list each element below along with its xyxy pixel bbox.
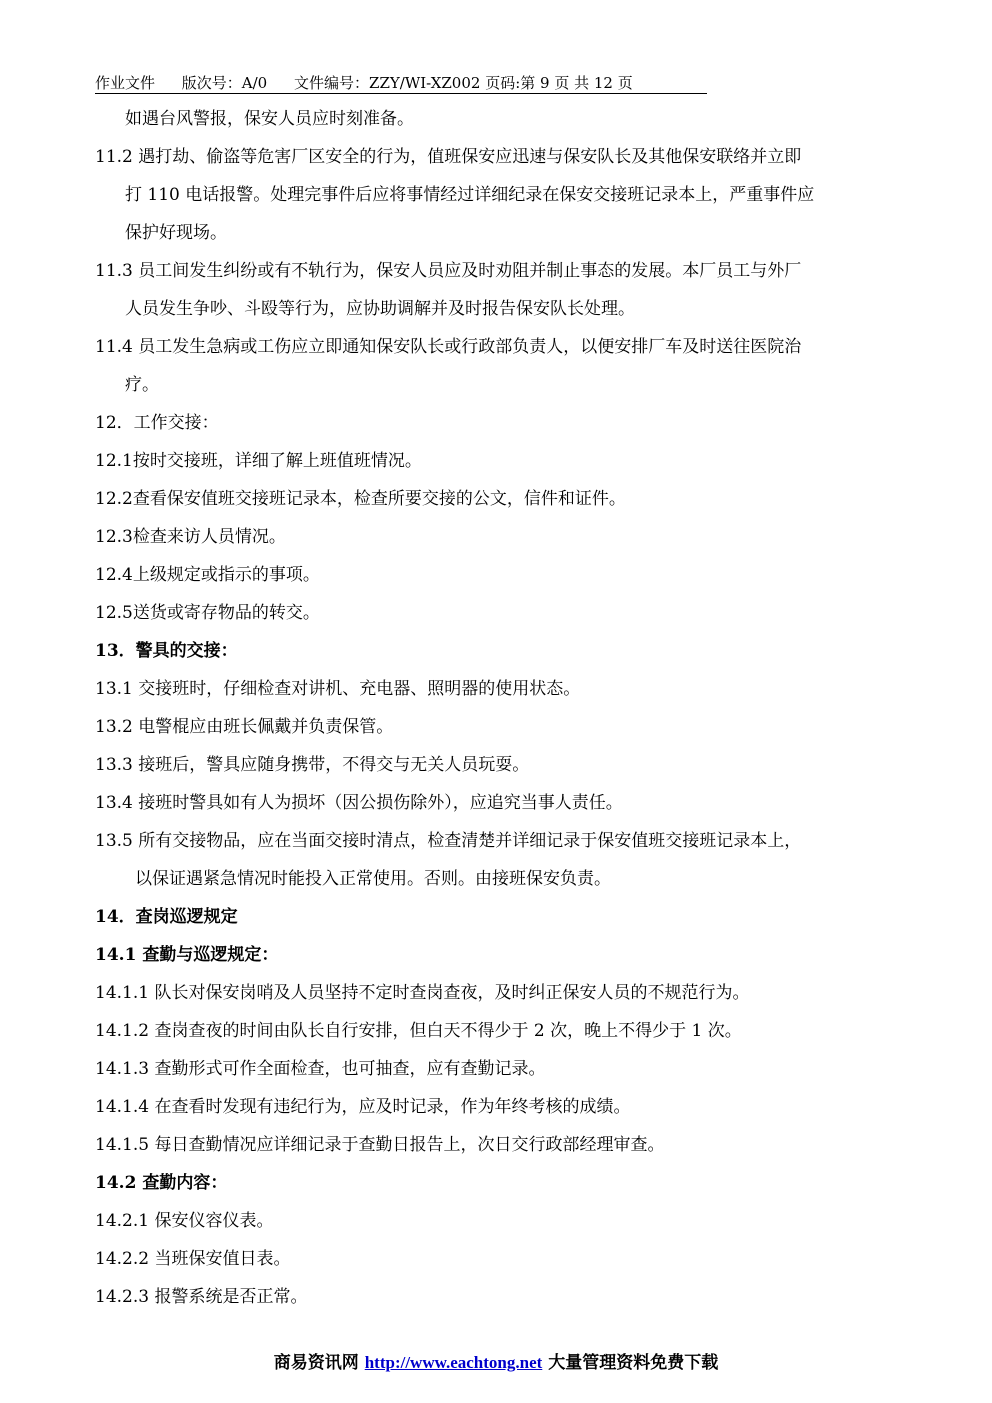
text-line: 13．警具的交接：	[95, 641, 238, 661]
text-line: 11.2 遇打劫、偷盗等危害厂区安全的行为，值班保安应迅速与保安队长及其他保安联络并立即	[95, 147, 802, 167]
text-line: 13.1 交接班时，仔细检查对讲机、充电器、照明器的使用状态。	[95, 679, 581, 699]
page-header	[95, 72, 895, 94]
text-line: 14.2.1 保安仪容仪表。	[95, 1211, 274, 1231]
footer-site-name: 商易资讯网	[273, 1353, 359, 1373]
text-line: 疗。	[125, 375, 159, 395]
text-line: 12.4上级规定或指示的事项。	[95, 565, 320, 585]
text-line: 13.3 接班后，警具应随身携带，不得交与无关人员玩耍。	[95, 755, 530, 775]
text-line: 12.2查看保安值班交接班记录本，检查所要交接的公文，信件和证件。	[95, 489, 626, 509]
header-doc-type: 作业文件	[95, 74, 156, 92]
header-doc-no: 文件编号：ZZY/WI-XZ002	[294, 74, 481, 92]
text-line: 如遇台风警报，保安人员应时刻准备。	[125, 109, 414, 129]
footer-slogan: 大量管理资料免费下载	[548, 1353, 719, 1373]
text-line: 14.2 查勤内容：	[95, 1173, 228, 1193]
text-line: 11.4 员工发生急病或工伤应立即通知保安队长或行政部负责人，以便安排厂车及时送往医院治	[95, 337, 802, 357]
text-line: 13.4 接班时警具如有人为损坏（因公损伤除外），应追究当事人责任。	[95, 793, 623, 813]
text-line: 14.1.2 查岗查夜的时间由队长自行安排，但白天不得少于 2 次，晚上不得少于 1 次。	[95, 1021, 742, 1041]
text-line: 14.2.2 当班保安值日表。	[95, 1249, 291, 1269]
text-line: 12.5送货或寄存物品的转交。	[95, 603, 320, 623]
document-body	[95, 100, 925, 1316]
text-line: 14.1 查勤与巡逻规定：	[95, 945, 279, 965]
text-line: 人员发生争吵、斗殴等行为，应协助调解并及时报告保安队长处理。	[125, 299, 635, 319]
text-line: 14.2.3 报警系统是否正常。	[95, 1287, 308, 1307]
text-line: 打 110 电话报警。处理完事件后应将事情经过详细纪录在保安交接班记录本上，严重事件应	[125, 185, 815, 205]
text-line: 14.1.4 在查看时发现有违纪行为，应及时记录，作为年终考核的成绩。	[95, 1097, 631, 1117]
text-line: 12.3检查来访人员情况。	[95, 527, 286, 547]
page-footer	[0, 1352, 992, 1374]
header-page-number: 页码:第 9 页 共 12 页	[485, 74, 633, 92]
text-line: 以保证遇紧急情况时能投入正常使用。否则。由接班保安负责。	[135, 869, 611, 889]
text-line: 13.2 电警棍应由班长佩戴并负责保管。	[95, 717, 394, 737]
header-version: 版次号：A/0	[181, 74, 268, 92]
footer-url-link[interactable]: http://www.eachtong.net	[364, 1353, 543, 1372]
text-line: 11.3 员工间发生纠纷或有不轨行为，保安人员应及时劝阻并制止事态的发展。本厂员工与外厂	[95, 261, 802, 281]
header-divider	[95, 93, 707, 94]
text-line: 14．查岗巡逻规定	[95, 907, 238, 927]
text-line: 14.1.1 队长对保安岗哨及人员坚持不定时查岗查夜，及时纠正保安人员的不规范行为。	[95, 983, 750, 1003]
text-line: 12.1按时交接班，详细了解上班值班情况。	[95, 451, 422, 471]
text-line: 保护好现场。	[125, 223, 227, 243]
text-line: 14.1.3 查勤形式可作全面检查，也可抽查，应有查勤记录。	[95, 1059, 546, 1079]
text-line: 12．工作交接：	[95, 413, 219, 433]
text-line: 13.5 所有交接物品，应在当面交接时清点，检查清楚并详细记录于保安值班交接班记录本上，	[95, 831, 802, 851]
text-line: 14.1.5 每日查勤情况应详细记录于查勤日报告上，次日交行政部经理审查。	[95, 1135, 665, 1155]
